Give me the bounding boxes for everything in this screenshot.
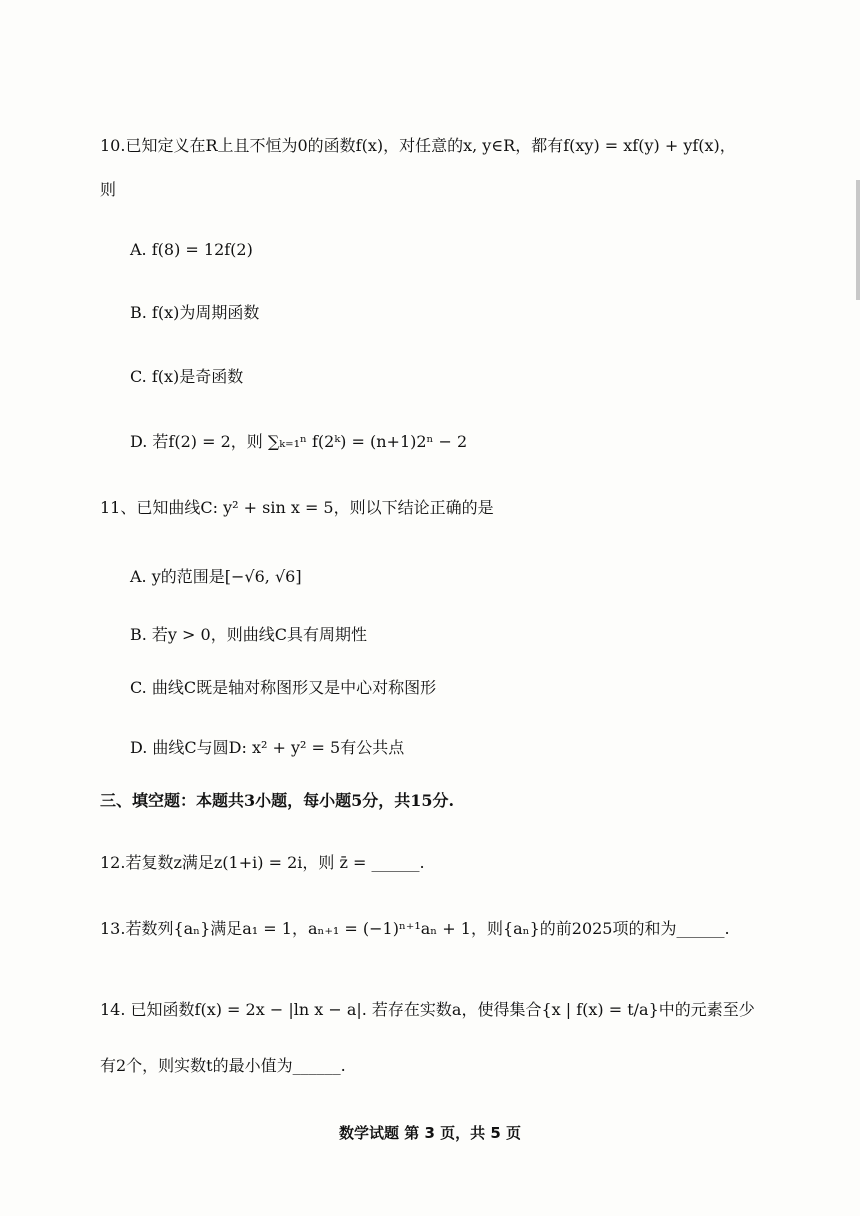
- q12-text: 12.若复数z满足z(1+i) = 2i，则 z̄ = ______.: [100, 853, 425, 872]
- q14-stem-cont-text: 有2个，则实数t的最小值为______.: [100, 1056, 346, 1075]
- q14-stem-cont: [0, 1046, 860, 1086]
- q10-option-b: [0, 293, 860, 333]
- q10-stem-cont: [0, 170, 860, 210]
- q11-stem-text: 11、已知曲线C: y² + sin x = 5，则以下结论正确的是: [100, 498, 494, 517]
- q10-stem-cont-text: 则: [100, 180, 117, 199]
- q11-stem: [0, 488, 860, 528]
- q11-option-b-text: B. 若y > 0，则曲线C具有周期性: [130, 625, 367, 644]
- q10-option-d-text: D. 若f(2) = 2，则 ∑ₖ₌₁ⁿ f(2ᵏ) = (n+1)2ⁿ − 2: [130, 432, 468, 451]
- q14-stem-text: 14. 已知函数f(x) = 2x − |ln x − a|. 若存在实数a，使得集合{x | f(x) = t/a}中的元素至少: [100, 1000, 755, 1019]
- q10-option-a: [0, 230, 860, 270]
- q11-option-c-text: C. 曲线C既是轴对称图形又是中心对称图形: [130, 678, 437, 697]
- section-3-heading-text: 三、填空题：本题共3小题，每小题5分，共15分.: [100, 791, 455, 810]
- q11-option-d: [0, 728, 860, 768]
- q10-stem: [0, 126, 860, 166]
- q13-text: 13.若数列{aₙ}满足a₁ = 1，aₙ₊₁ = (−1)ⁿ⁺¹aₙ + 1，则{aₙ}的前2025项的和为______.: [100, 919, 730, 938]
- scan-edge-shadow: [856, 180, 860, 300]
- q10-option-c: [0, 357, 860, 397]
- q10-option-a-text: A. f(8) = 12f(2): [130, 240, 253, 259]
- page-footer: 数学试题 第 3 页，共 5 页: [339, 1124, 521, 1142]
- q10-option-d: [0, 422, 860, 462]
- q13: [0, 909, 860, 949]
- q11-option-a: [0, 557, 860, 597]
- q10-option-c-text: C. f(x)是奇函数: [130, 367, 244, 386]
- q10-option-b-text: B. f(x)为周期函数: [130, 303, 260, 322]
- q11-option-d-text: D. 曲线C与圆D: x² + y² = 5有公共点: [130, 738, 405, 757]
- q11-option-a-text: A. y的范围是[−√6, √6]: [130, 567, 302, 586]
- q14-stem: [0, 990, 860, 1030]
- section-3-heading: [0, 781, 860, 821]
- q11-option-c: [0, 668, 860, 708]
- q10-stem-text: 10.已知定义在R上且不恒为0的函数f(x)，对任意的x, y∈R，都有f(xy) = xf(y) + yf(x)，: [100, 136, 736, 155]
- q12: [0, 843, 860, 883]
- q11-option-b: [0, 615, 860, 655]
